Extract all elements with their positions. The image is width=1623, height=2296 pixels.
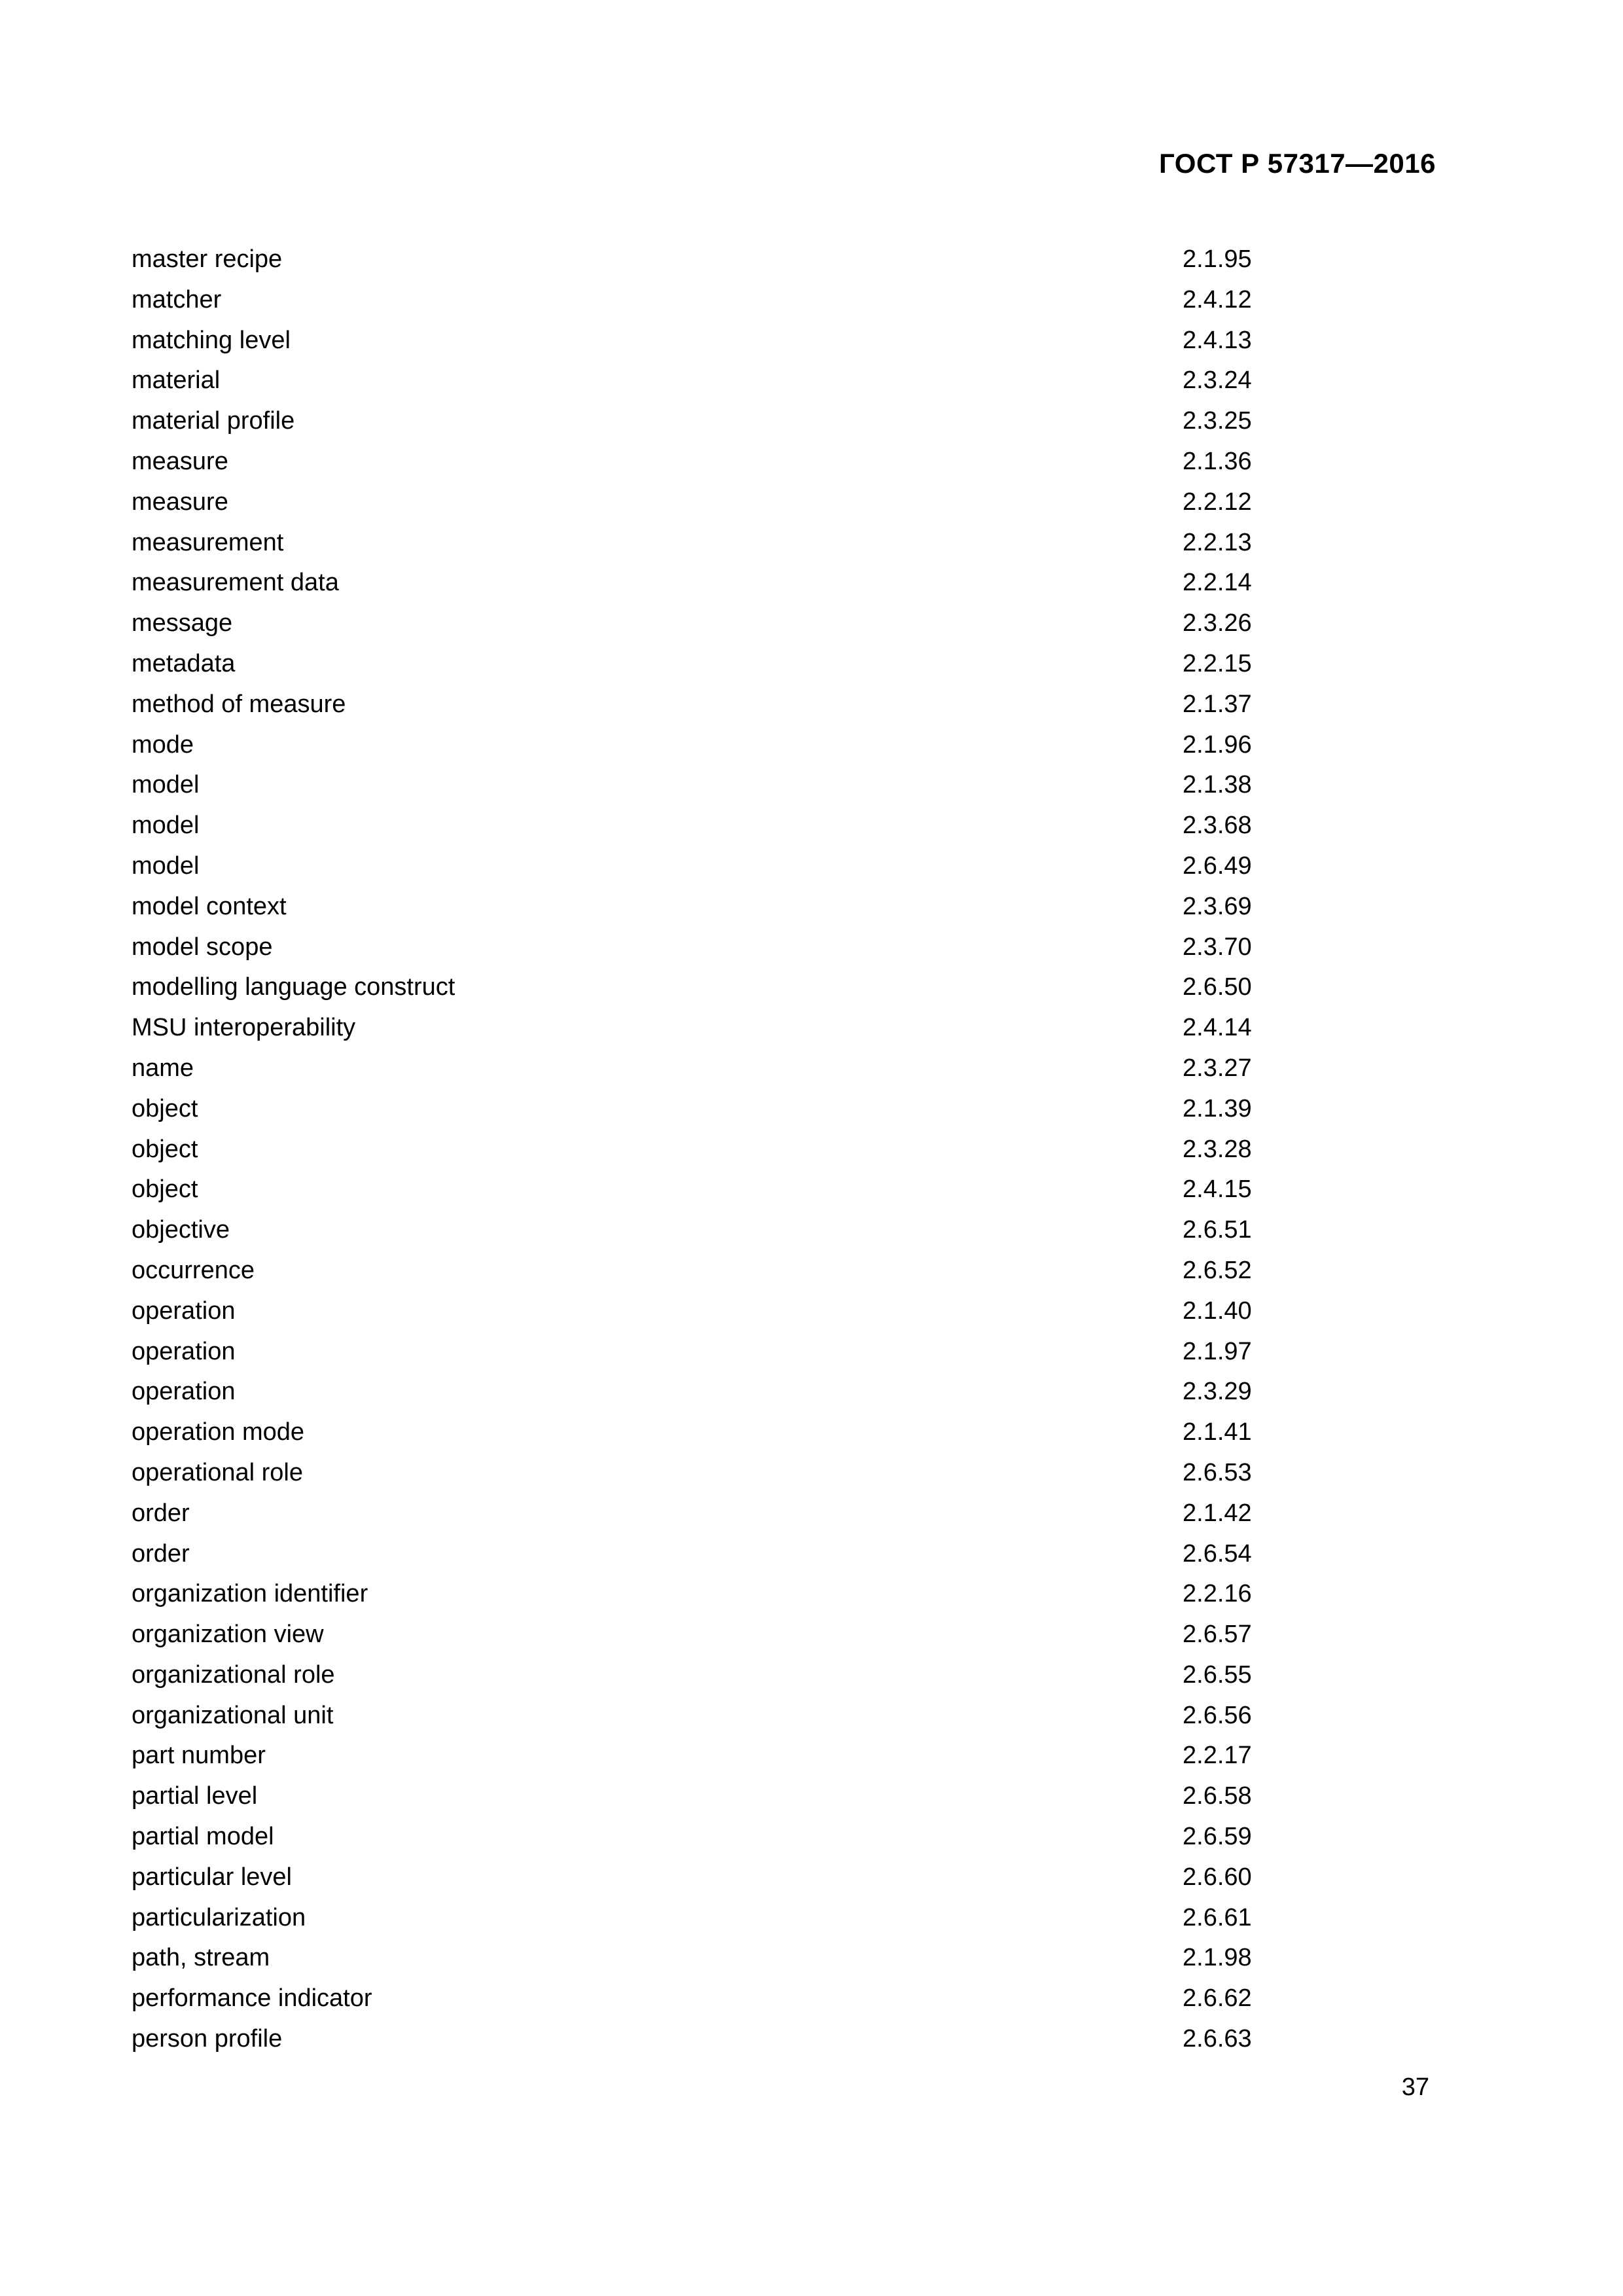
index-section-ref: 2.2.17 (1183, 1742, 1252, 1770)
index-entry (132, 523, 1310, 564)
index-term: message (132, 609, 233, 637)
index-section-ref: 2.6.54 (1183, 1539, 1252, 1568)
index-entry (132, 725, 1310, 766)
index-entry (132, 685, 1310, 725)
index-entry (132, 442, 1310, 482)
index-term: measurement (132, 528, 284, 556)
index-section-ref: 2.1.40 (1183, 1297, 1252, 1325)
index-section-ref: 2.2.12 (1183, 488, 1252, 516)
index-entry (132, 1817, 1310, 1857)
index-term: organizational unit (132, 1701, 334, 1729)
page-number: 37 (1401, 2073, 1429, 2101)
index-term: particular level (132, 1863, 292, 1891)
index-section-ref: 2.3.28 (1183, 1135, 1252, 1163)
term-index-list (132, 240, 1310, 2060)
index-term: object (132, 1094, 198, 1122)
index-section-ref: 2.1.36 (1183, 447, 1252, 475)
index-section-ref: 2.6.57 (1183, 1621, 1252, 1649)
index-entry (132, 401, 1310, 442)
index-term: object (132, 1175, 198, 1204)
index-section-ref: 2.4.13 (1183, 326, 1252, 354)
index-section-ref: 2.6.62 (1183, 1984, 1252, 2013)
index-term: measurement data (132, 569, 339, 597)
index-term: model context (132, 892, 287, 920)
index-entry (132, 1696, 1310, 1736)
index-section-ref: 2.2.16 (1183, 1580, 1252, 1608)
index-term: matcher (132, 285, 222, 314)
index-entry (132, 1210, 1310, 1251)
index-term: MSU interoperability (132, 1014, 356, 1042)
index-entry (132, 927, 1310, 968)
index-entry (132, 1008, 1310, 1049)
index-entry (132, 967, 1310, 1008)
index-section-ref: 2.3.70 (1183, 933, 1252, 961)
index-section-ref: 2.4.14 (1183, 1014, 1252, 1042)
index-section-ref: 2.4.15 (1183, 1175, 1252, 1204)
index-term: model (132, 812, 200, 840)
index-term: matching level (132, 326, 291, 354)
index-section-ref: 2.4.12 (1183, 285, 1252, 314)
index-term: material (132, 367, 221, 395)
index-term: occurrence (132, 1256, 255, 1284)
index-section-ref: 2.2.13 (1183, 528, 1252, 556)
index-term: master recipe (132, 245, 283, 273)
index-entry (132, 1655, 1310, 1696)
index-section-ref: 2.3.29 (1183, 1378, 1252, 1406)
index-entry (132, 806, 1310, 846)
index-term: mode (132, 730, 194, 759)
index-term: part number (132, 1742, 266, 1770)
index-term: measure (132, 447, 228, 475)
index-entry (132, 1776, 1310, 1817)
index-term: metadata (132, 649, 236, 677)
index-section-ref: 2.6.53 (1183, 1458, 1252, 1486)
index-term: operation (132, 1297, 236, 1325)
index-term: modelling language construct (132, 973, 455, 1001)
index-entry (132, 1251, 1310, 1291)
index-section-ref: 2.3.68 (1183, 812, 1252, 840)
index-term: order (132, 1539, 190, 1568)
index-term: name (132, 1054, 194, 1082)
index-term: particularization (132, 1903, 306, 1931)
index-term: model scope (132, 933, 273, 961)
index-entry (132, 2019, 1310, 2060)
index-entry (132, 1049, 1310, 1089)
index-entry (132, 361, 1310, 401)
index-section-ref: 2.6.56 (1183, 1701, 1252, 1729)
index-entry (132, 1736, 1310, 1776)
index-section-ref: 2.3.27 (1183, 1054, 1252, 1082)
index-section-ref: 2.1.95 (1183, 245, 1252, 273)
index-section-ref: 2.1.39 (1183, 1094, 1252, 1122)
index-term: path, stream (132, 1944, 270, 1972)
index-term: partial model (132, 1823, 274, 1851)
index-entry (132, 1170, 1310, 1210)
index-section-ref: 2.2.15 (1183, 649, 1252, 677)
index-entry (132, 1089, 1310, 1130)
index-term: model (132, 771, 200, 799)
index-term: operation (132, 1378, 236, 1406)
index-section-ref: 2.1.97 (1183, 1337, 1252, 1365)
index-term: operation (132, 1337, 236, 1365)
index-term: objective (132, 1216, 230, 1244)
index-entry (132, 1615, 1310, 1655)
index-entry (132, 280, 1310, 321)
index-entry (132, 1453, 1310, 1494)
index-section-ref: 2.6.51 (1183, 1216, 1252, 1244)
index-term: organization view (132, 1621, 324, 1649)
page-header-standard-code: ГОСТ Р 57317—2016 (1159, 148, 1436, 179)
index-entry (132, 482, 1310, 523)
index-term: operation mode (132, 1418, 305, 1446)
index-entry (132, 1938, 1310, 1979)
index-entry (132, 887, 1310, 927)
index-section-ref: 2.1.96 (1183, 730, 1252, 759)
index-section-ref: 2.6.58 (1183, 1782, 1252, 1810)
index-entry (132, 846, 1310, 887)
index-entry (132, 240, 1310, 280)
index-entry (132, 1574, 1310, 1615)
index-term: object (132, 1135, 198, 1163)
index-entry (132, 321, 1310, 361)
index-term: person profile (132, 2025, 283, 2053)
index-entry (132, 1332, 1310, 1372)
index-entry (132, 563, 1310, 603)
index-term: organization identifier (132, 1580, 368, 1608)
index-term: organizational role (132, 1660, 335, 1689)
index-entry (132, 765, 1310, 806)
index-section-ref: 2.3.26 (1183, 609, 1252, 637)
index-entry (132, 1291, 1310, 1332)
index-section-ref: 2.1.41 (1183, 1418, 1252, 1446)
index-entry (132, 1130, 1310, 1170)
index-section-ref: 2.3.25 (1183, 407, 1252, 435)
index-term: performance indicator (132, 1984, 372, 2013)
index-term: operational role (132, 1458, 303, 1486)
index-entry (132, 1372, 1310, 1412)
index-section-ref: 2.1.37 (1183, 690, 1252, 718)
index-term: partial level (132, 1782, 258, 1810)
index-section-ref: 2.2.14 (1183, 569, 1252, 597)
index-entry (132, 1898, 1310, 1939)
index-term: model (132, 852, 200, 880)
index-entry (132, 644, 1310, 685)
index-section-ref: 2.6.49 (1183, 852, 1252, 880)
index-entry (132, 1857, 1310, 1898)
index-section-ref: 2.1.38 (1183, 771, 1252, 799)
index-term: order (132, 1499, 190, 1527)
index-section-ref: 2.3.24 (1183, 367, 1252, 395)
index-entry (132, 1534, 1310, 1575)
index-section-ref: 2.1.42 (1183, 1499, 1252, 1527)
index-section-ref: 2.6.52 (1183, 1256, 1252, 1284)
index-section-ref: 2.6.55 (1183, 1660, 1252, 1689)
index-entry (132, 1494, 1310, 1534)
index-section-ref: 2.6.63 (1183, 2025, 1252, 2053)
index-section-ref: 2.6.61 (1183, 1903, 1252, 1931)
index-entry (132, 1979, 1310, 2019)
index-section-ref: 2.3.69 (1183, 892, 1252, 920)
index-section-ref: 2.6.59 (1183, 1823, 1252, 1851)
index-term: measure (132, 488, 228, 516)
index-entry (132, 603, 1310, 644)
index-section-ref: 2.6.50 (1183, 973, 1252, 1001)
index-section-ref: 2.6.60 (1183, 1863, 1252, 1891)
index-term: material profile (132, 407, 295, 435)
index-entry (132, 1412, 1310, 1453)
index-section-ref: 2.1.98 (1183, 1944, 1252, 1972)
index-term: method of measure (132, 690, 346, 718)
